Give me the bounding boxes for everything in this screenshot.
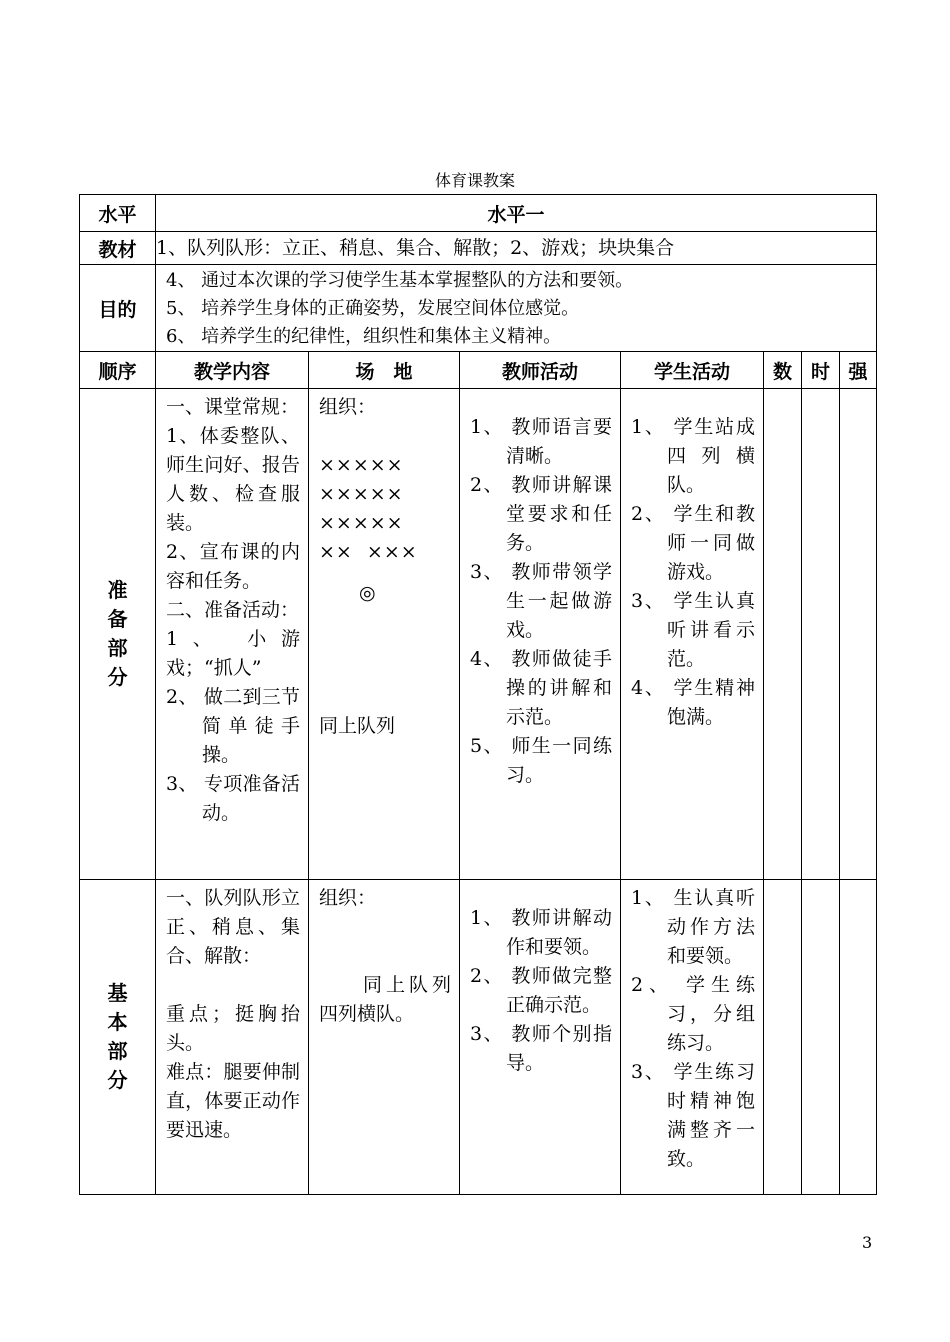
basic-intensity-cell bbox=[840, 880, 877, 1195]
header-intensity: 强 bbox=[840, 352, 877, 389]
prep-teacher bbox=[460, 389, 621, 880]
prep-venue bbox=[309, 389, 460, 880]
list-item: 3、 学生认真听讲看示范。 bbox=[631, 590, 755, 670]
formation-row: ××××× bbox=[319, 454, 404, 476]
basic-count-cell bbox=[764, 880, 802, 1195]
list-item: 一、课堂常规： bbox=[166, 396, 300, 418]
goal-item: 5、 培养学生身体的正确姿势，发展空间体位感觉。 bbox=[166, 298, 580, 319]
level-value: 水平一 bbox=[156, 195, 877, 232]
formation-row: ××××× bbox=[319, 512, 404, 534]
lesson-plan-table bbox=[79, 194, 877, 1195]
basic-section-label: 基 本 部 分 bbox=[80, 880, 156, 1195]
list-item: 2、 教师讲解课堂要求和任务。 bbox=[470, 474, 612, 554]
list-item: 3、 学生练习时精神饱满整齐一致。 bbox=[631, 1061, 755, 1170]
goal-item: 4、 通过本次课的学习使学生基本掌握整队的方法和要领。 bbox=[166, 270, 634, 291]
basic-content bbox=[156, 880, 309, 1195]
prep-section-label: 准 备 部 分 bbox=[80, 389, 156, 880]
venue-label: 组织： bbox=[319, 396, 377, 418]
goal-list bbox=[156, 265, 877, 352]
basic-teacher bbox=[460, 880, 621, 1195]
venue-note: 同上队列 bbox=[319, 715, 396, 737]
header-content: 教学内容 bbox=[156, 352, 309, 389]
venue-label: 组织： bbox=[319, 887, 377, 909]
teacher-position-mark: ◎ bbox=[359, 582, 376, 604]
goal-item: 6、 培养学生的纪律性，组织性和集体主义精神。 bbox=[166, 326, 562, 347]
list-item: 4、 教师做徒手操的讲解和示范。 bbox=[470, 648, 612, 728]
list-item: 二、准备活动： bbox=[166, 599, 300, 621]
header-teacher: 教师活动 bbox=[460, 352, 621, 389]
prep-intensity-cell bbox=[840, 389, 877, 880]
prep-count-cell bbox=[764, 389, 802, 880]
list-item: 1、 小游戏；“抓人” bbox=[166, 628, 300, 679]
list-item: 2、宣布课的内容和任务。 bbox=[166, 541, 300, 592]
header-order: 顺序 bbox=[80, 352, 156, 389]
list-item: 1、 教师讲解动作和要领。 bbox=[470, 907, 612, 958]
header-student: 学生活动 bbox=[621, 352, 764, 389]
list-item: 1、 学生站成四列横队。 bbox=[631, 416, 755, 496]
list-item: 5、 师生一同练习。 bbox=[470, 735, 612, 786]
list-item: 3、 教师个别指导。 bbox=[470, 1023, 612, 1074]
list-item: 难点：腿要伸制直，体要正动作要迅速。 bbox=[166, 1061, 300, 1141]
list-item: 4、 学生精神饱满。 bbox=[631, 677, 755, 728]
list-item: 2、 教师做完整正确示范。 bbox=[470, 965, 612, 1016]
material-value: 1、队列队形：立正、稍息、集合、解散；2、游戏；块块集合 bbox=[156, 232, 877, 265]
goal-label: 目的 bbox=[80, 265, 156, 352]
basic-time-cell bbox=[802, 880, 840, 1195]
list-item: 2、 做二到三节简单徒手操。 bbox=[166, 686, 300, 766]
material-label: 教材 bbox=[80, 232, 156, 265]
page-title: 体育课教案 bbox=[434, 171, 515, 190]
list-item: 1、 教师语言要清晰。 bbox=[470, 416, 612, 467]
level-label: 水平 bbox=[80, 195, 156, 232]
list-item: 重点；挺胸抬头。 bbox=[166, 1003, 300, 1054]
list-item: 2、 学生练习，分组练习。 bbox=[631, 974, 755, 1054]
list-item: 2、 学生和教师一同做游戏。 bbox=[631, 503, 755, 583]
header-time: 时 bbox=[802, 352, 840, 389]
header-count: 数 bbox=[764, 352, 802, 389]
venue-note: 同上队列四列横队。 bbox=[319, 974, 451, 1025]
page-number: 3 bbox=[862, 1233, 873, 1252]
list-item: 3、 教师带领学生一起做游戏。 bbox=[470, 561, 612, 641]
formation-row: ×× ××× bbox=[319, 541, 418, 563]
header-venue: 场 地 bbox=[309, 352, 460, 389]
prep-time-cell bbox=[802, 389, 840, 880]
list-item: 一、队列队形立正、稍息、集合、解散： bbox=[166, 887, 300, 967]
prep-student bbox=[621, 389, 764, 880]
basic-student bbox=[621, 880, 764, 1195]
list-item: 1、体委整队、师生问好、报告人数、检查服装。 bbox=[166, 425, 300, 534]
formation-row: ××××× bbox=[319, 483, 404, 505]
basic-venue bbox=[309, 880, 460, 1195]
list-item: 1、 生认真听动作方法和要领。 bbox=[631, 887, 755, 967]
list-item: 3、 专项准备活动。 bbox=[166, 773, 300, 824]
prep-content bbox=[156, 389, 309, 880]
